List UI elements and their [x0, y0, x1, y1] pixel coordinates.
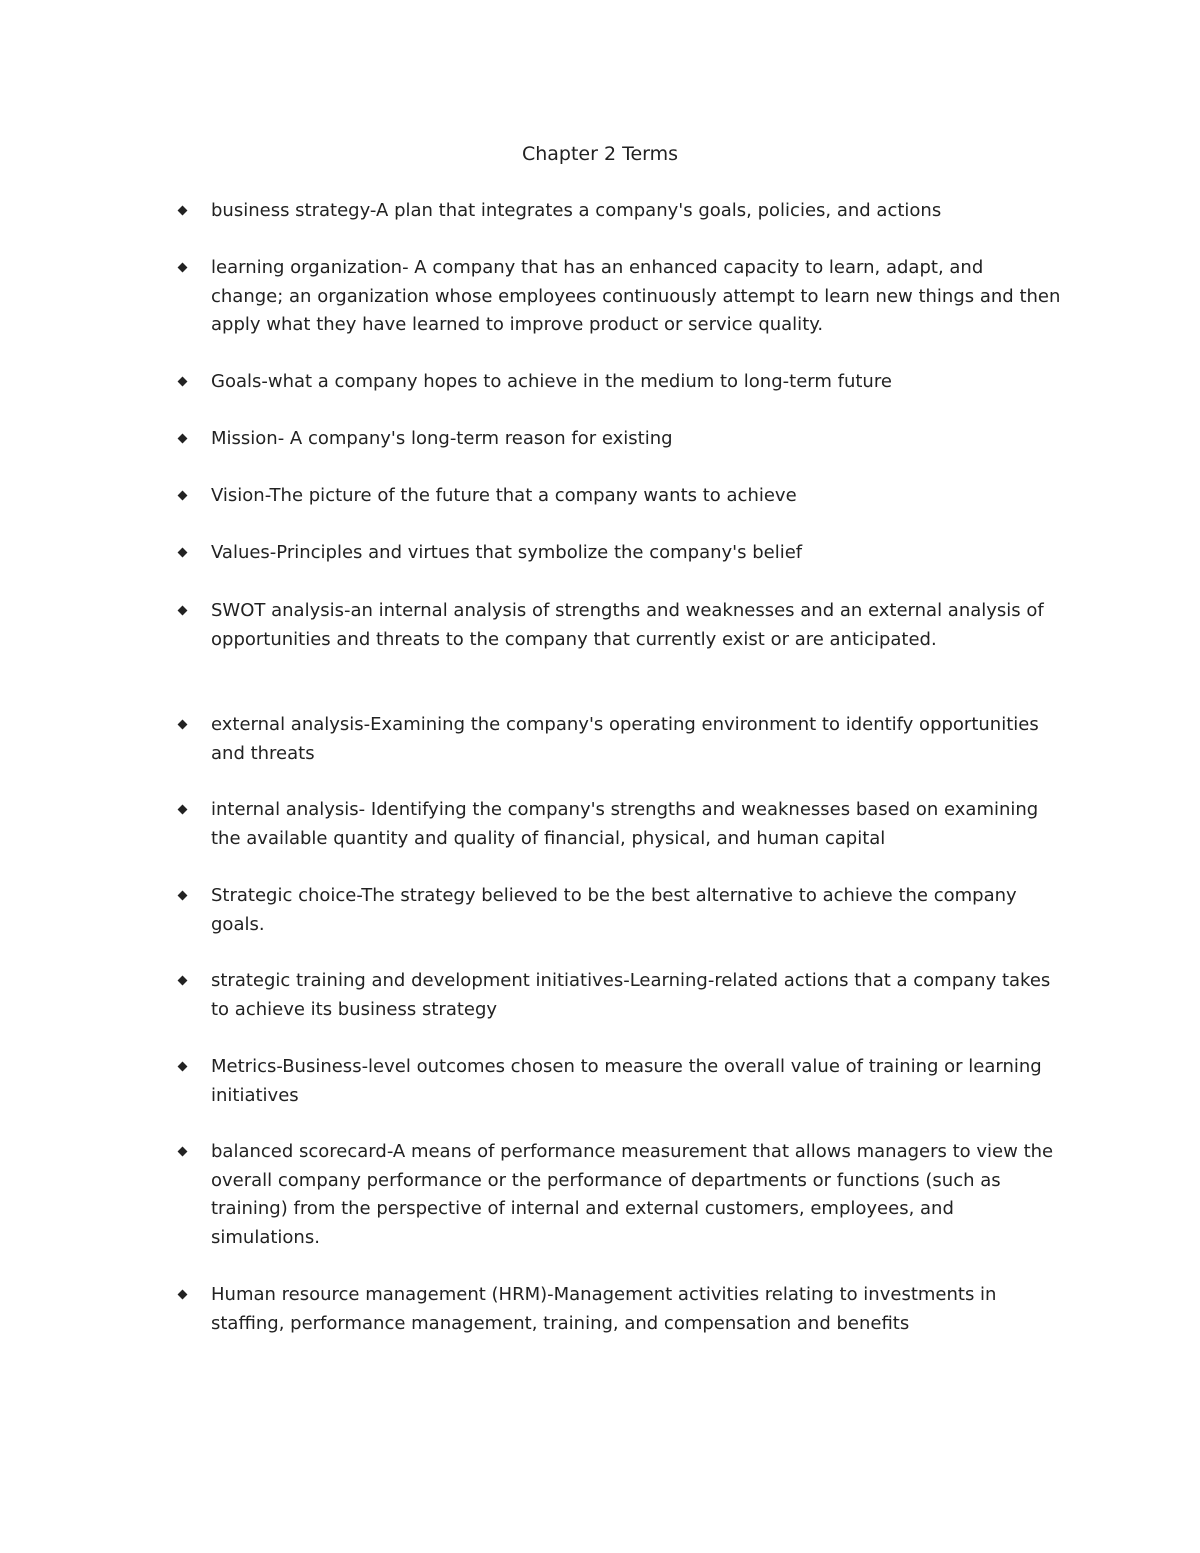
- diamond-bullet-icon: [178, 891, 188, 901]
- term-text: learning organization- A company that has an enhanced capacity to learn, adapt, and change; an organization whose employees continuously attempt to learn new things and then apply what they have learned to improve product or service quality.: [211, 257, 1061, 336]
- term-text: strategic training and development initiatives-Learning-related actions that a company takes to achieve its business strategy: [211, 970, 1051, 1020]
- term-text: Metrics-Business-level outcomes chosen to measure the overall value of training or learning initiatives: [211, 1056, 1042, 1106]
- diamond-bullet-icon: [178, 263, 188, 273]
- term-text: internal analysis- Identifying the company's strengths and weaknesses based on examining the available quantity and quality of financial, physical, and human capital: [211, 799, 1039, 849]
- diamond-bullet-icon: [178, 434, 188, 444]
- diamond-bullet-icon: [178, 606, 188, 616]
- term-text: Values-Principles and virtues that symbolize the company's belief: [211, 542, 803, 563]
- diamond-bullet-icon: [178, 206, 188, 216]
- diamond-bullet-icon: [178, 548, 188, 558]
- diamond-bullet-icon: [178, 976, 188, 986]
- term-text: balanced scorecard-A means of performance measurement that allows managers to view the overall company performance or the performance of departments or functions (such as training) from the perspective of internal and external customers, employees, and simulations.: [211, 1141, 1054, 1248]
- term-text: Mission- A company's long-term reason for existing: [211, 428, 673, 449]
- diamond-bullet-icon: [178, 805, 188, 815]
- diamond-bullet-icon: [178, 720, 188, 730]
- term-text: Goals-what a company hopes to achieve in the medium to long-term future: [211, 371, 892, 392]
- term-text: Strategic choice-The strategy believed to be the best alternative to achieve the company goals.: [211, 885, 1017, 935]
- diamond-bullet-icon: [178, 1062, 188, 1072]
- term-text: business strategy-A plan that integrates a company's goals, policies, and actions: [211, 200, 942, 221]
- term-text: Vision-The picture of the future that a company wants to achieve: [211, 485, 797, 506]
- term-text: SWOT analysis-an internal analysis of strengths and weaknesses and an external analysis of opportunities and threats to the company that currently exist or are anticipated.: [211, 600, 1044, 650]
- diamond-bullet-icon: [178, 1147, 188, 1157]
- diamond-bullet-icon: [178, 1290, 188, 1300]
- term-text: external analysis-Examining the company's operating environment to identify opportunities and threats: [211, 714, 1039, 764]
- term-text: Human resource management (HRM)-Management activities relating to investments in staffing, performance management, training, and compensation and benefits: [211, 1284, 997, 1334]
- page-title: Chapter 2 Terms: [521, 143, 679, 165]
- diamond-bullet-icon: [178, 491, 188, 501]
- diamond-bullet-icon: [178, 377, 188, 387]
